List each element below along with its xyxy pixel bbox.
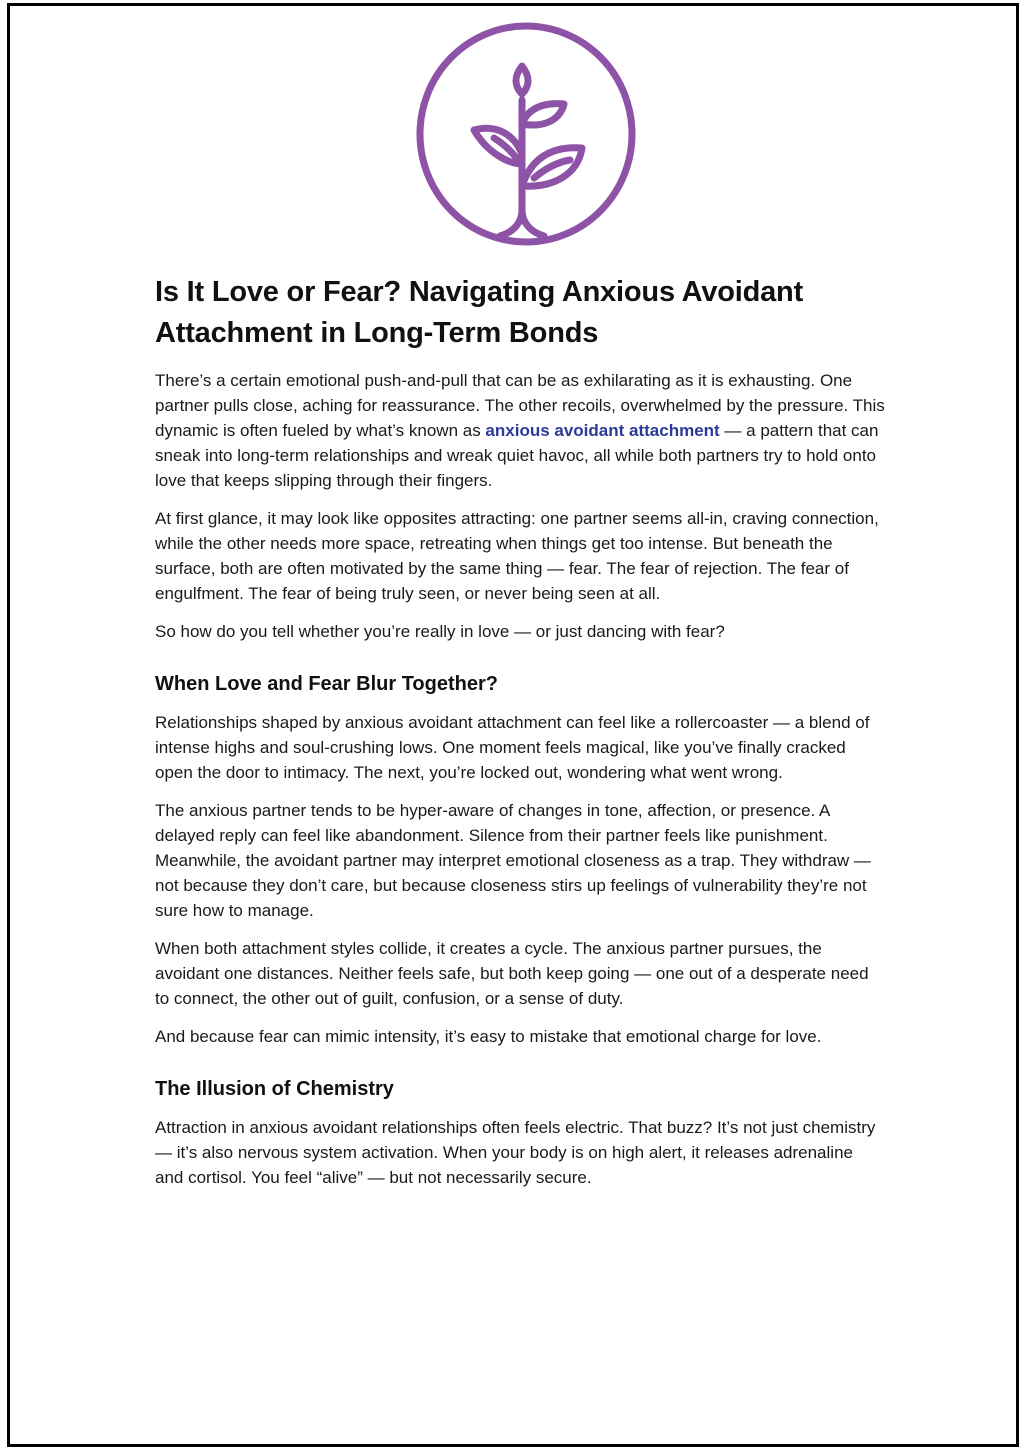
section1-paragraph-3: When both attachment styles collide, it creates a cycle. The anxious partner pursues, the avoidant one distances. Neither feels safe, but both keep going — one out of a desperate need to connect, the other out of guilt, confusion, or a sense of duty. — [155, 939, 869, 1008]
section1-paragraph-1: Relationships shaped by anxious avoidant attachment can feel like a rollercoaster — a blend of intense highs and soul-crushing lows. One moment feels magical, like you’ve finally cracked open the door to intimacy. The next, you’re locked out, wondering what went wrong. — [155, 713, 870, 782]
section-heading-chemistry: The Illusion of Chemistry — [155, 1078, 394, 1100]
intro-paragraph-2: At first glance, it may look like opposites attracting: one partner seems all-in, craving connection, while the other needs more space, retreating when things get too intense. But beneath the surface, both are often motivated by the same thing — fear. The fear of rejection. The fear of engulfment. The fear of being truly seen, or never being seen at all. — [155, 509, 879, 603]
section2-paragraph-1: Attraction in anxious avoidant relationships often feels electric. That buzz? It’s not just chemistry — it’s also nervous system activation. When your body is on high alert, it releases adrenaline and cortisol. You feel “alive” — but not necessarily secure. — [155, 1118, 876, 1187]
section1-paragraph-4: And because fear can mimic intensity, it’s easy to mistake that emotional charge for love. — [155, 1027, 822, 1046]
intro-text-after-link: — a pattern that can sneak into long-term relationships and wreak quiet havoc, all while both partners try to hold onto love that keeps slipping through their fingers. — [155, 421, 879, 490]
anxious-avoidant-attachment-link[interactable]: anxious avoidant attachment — [485, 421, 720, 440]
intro-text-before-link: There’s a certain emotional push-and-pull that can be as exhilarating as it is exhausting. One partner pulls close, aching for reassurance. The other recoils, overwhelmed by the pressure. This dynamic is often fueled by what’s known as — [155, 371, 885, 440]
article-title: Is It Love or Fear? Navigating Anxious Avoidant Attachment in Long-Term Bonds — [155, 276, 804, 349]
section1-paragraph-2: The anxious partner tends to be hyper-aware of changes in tone, affection, or presence. A delayed reply can feel like abandonment. Silence from their partner feels like punishment. Meanwhile, the avoidant partner may interpret emotional closeness as a trap. They withdraw — not because they don’t care, but because closeness stirs up feelings of vulnerability they’re not sure how to manage. — [155, 801, 871, 920]
intro-paragraph-3: So how do you tell whether you’re really in love — or just dancing with fear? — [155, 622, 725, 641]
intro-paragraph-1 — [155, 368, 885, 493]
sprout-logo-icon — [414, 22, 638, 246]
article — [155, 272, 885, 1203]
section-heading-love-fear: When Love and Fear Blur Together? — [155, 673, 498, 695]
